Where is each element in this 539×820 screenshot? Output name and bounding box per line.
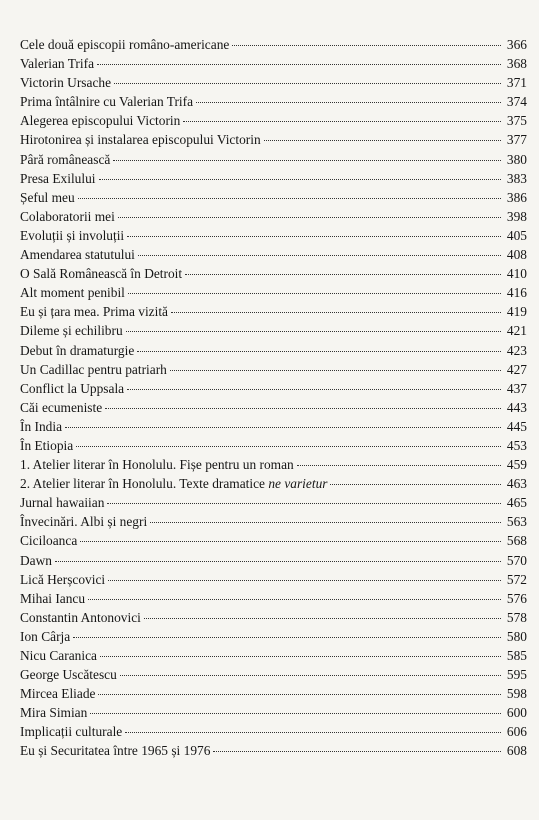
toc-entry bbox=[20, 436, 527, 455]
toc-entry-title: Mihai Iancu bbox=[20, 590, 86, 606]
toc-entry bbox=[20, 188, 527, 207]
toc-entry bbox=[20, 379, 527, 398]
toc-entry-page: 580 bbox=[506, 628, 527, 644]
table-of-contents bbox=[20, 35, 527, 761]
toc-entry-title: Hirotonirea și instalarea episcopului Victorin bbox=[20, 132, 261, 148]
toc-entry bbox=[20, 245, 527, 264]
toc-entry-title: În India bbox=[20, 418, 63, 434]
dot-leader bbox=[126, 331, 501, 332]
toc-entry-page: 568 bbox=[506, 533, 527, 549]
toc-entry bbox=[20, 512, 527, 531]
toc-entry bbox=[20, 703, 527, 722]
toc-entry-title: Amendarea statutului bbox=[20, 247, 135, 263]
toc-entry bbox=[20, 130, 527, 149]
toc-entry bbox=[20, 169, 527, 188]
toc-entry bbox=[20, 570, 527, 589]
toc-entry bbox=[20, 551, 527, 570]
dot-leader bbox=[125, 732, 501, 733]
toc-entry-title: Mira Simian bbox=[20, 705, 88, 721]
dot-leader bbox=[113, 160, 501, 161]
dot-leader bbox=[65, 427, 501, 428]
dot-leader bbox=[150, 522, 501, 523]
toc-entry-title: Șeful meu bbox=[20, 189, 75, 205]
toc-entry bbox=[20, 226, 527, 245]
toc-entry-title: Evoluții și involuții bbox=[20, 227, 125, 243]
toc-entry bbox=[20, 360, 527, 379]
toc-entry bbox=[20, 417, 527, 436]
toc-entry bbox=[20, 302, 527, 321]
dot-leader bbox=[78, 198, 501, 199]
toc-entry-page: 465 bbox=[506, 495, 527, 511]
toc-entry-title: Lică Herșcovici bbox=[20, 571, 106, 587]
toc-entry-title: Implicații culturale bbox=[20, 724, 123, 740]
dot-leader bbox=[144, 618, 501, 619]
toc-entry bbox=[20, 92, 527, 111]
dot-leader bbox=[107, 503, 501, 504]
toc-entry-title-italic: ne varietur bbox=[268, 476, 328, 492]
toc-entry-page: 366 bbox=[506, 37, 527, 52]
toc-entry-page: 374 bbox=[506, 94, 527, 110]
toc-entry-title: Victorin Ursache bbox=[20, 75, 112, 91]
toc-entry-title: Învecinări. Albi și negri bbox=[20, 514, 148, 530]
dot-leader bbox=[127, 236, 501, 237]
toc-entry bbox=[20, 722, 527, 741]
toc-entry-page: 408 bbox=[506, 247, 527, 263]
toc-entry-page: 427 bbox=[506, 361, 527, 377]
toc-entry-page: 419 bbox=[506, 304, 527, 320]
toc-entry-title: Dileme și echilibru bbox=[20, 323, 123, 339]
dot-leader bbox=[170, 370, 501, 371]
dot-leader bbox=[108, 580, 501, 581]
toc-entry-title: Alegerea episcopului Victorin bbox=[20, 113, 181, 129]
toc-entry-page: 606 bbox=[506, 724, 527, 740]
toc-entry-title: Debut în dramaturgie bbox=[20, 342, 135, 358]
dot-leader bbox=[171, 312, 501, 313]
toc-entry bbox=[20, 589, 527, 608]
toc-entry-title: Ion Cârja bbox=[20, 628, 71, 644]
toc-entry-title: Conflict la Uppsala bbox=[20, 380, 125, 396]
toc-entry-page: 443 bbox=[506, 399, 527, 415]
toc-entry-title: Jurnal hawaiian bbox=[20, 495, 105, 511]
toc-entry-page: 598 bbox=[506, 686, 527, 702]
toc-entry-title: Prima întâlnire cu Valerian Trifa bbox=[20, 94, 194, 110]
dot-leader bbox=[232, 45, 501, 46]
toc-entry bbox=[20, 341, 527, 360]
dot-leader bbox=[128, 293, 501, 294]
toc-entry-page: 608 bbox=[506, 743, 527, 759]
dot-leader bbox=[105, 408, 501, 409]
dot-leader bbox=[99, 179, 502, 180]
dot-leader bbox=[97, 64, 501, 65]
toc-entry-title: Eu și țara mea. Prima vizită bbox=[20, 304, 168, 320]
toc-entry bbox=[20, 741, 527, 760]
toc-entry-title: 1. Atelier literar în Honolulu. Fișe pentru un roman bbox=[20, 457, 294, 473]
toc-entry bbox=[20, 455, 527, 474]
toc-entry-title: Căi ecumeniste bbox=[20, 399, 103, 415]
dot-leader bbox=[127, 389, 501, 390]
dot-leader bbox=[138, 255, 501, 256]
dot-leader bbox=[137, 351, 501, 352]
toc-entry-page: 563 bbox=[506, 514, 527, 530]
toc-entry-page: 371 bbox=[506, 75, 527, 91]
toc-entry bbox=[20, 207, 527, 226]
toc-entry bbox=[20, 493, 527, 512]
toc-entry-title: Cele două episcopii româno-americane bbox=[20, 37, 230, 52]
toc-entry-title: Pâră românească bbox=[20, 151, 111, 167]
toc-entry-title: Ciciloanca bbox=[20, 533, 78, 549]
toc-entry-page: 445 bbox=[506, 418, 527, 434]
toc-entry bbox=[20, 684, 527, 703]
toc-entry bbox=[20, 73, 527, 92]
toc-entry-page: 572 bbox=[506, 571, 527, 587]
toc-entry-title: Un Cadillac pentru patriarh bbox=[20, 361, 167, 377]
toc-entry-page: 377 bbox=[506, 132, 527, 148]
toc-entry bbox=[20, 474, 527, 493]
toc-entry bbox=[20, 264, 527, 283]
toc-entry bbox=[20, 321, 527, 340]
toc-entry bbox=[20, 283, 527, 302]
toc-entry-page: 453 bbox=[506, 437, 527, 453]
toc-entry-page: 380 bbox=[506, 151, 527, 167]
toc-entry-page: 585 bbox=[506, 648, 527, 663]
toc-entry-title: În Etiopia bbox=[20, 437, 74, 453]
toc-entry-page: 578 bbox=[506, 609, 527, 625]
toc-entry-page: 383 bbox=[506, 170, 527, 186]
toc-entry-page: 459 bbox=[506, 457, 527, 473]
dot-leader bbox=[185, 274, 501, 275]
toc-entry bbox=[20, 398, 527, 417]
toc-entry-page: 463 bbox=[506, 476, 527, 492]
toc-entry-page: 386 bbox=[506, 189, 527, 205]
toc-entry-title: Eu și Securitatea între 1965 și 1976 bbox=[20, 743, 211, 759]
toc-entry-page: 368 bbox=[506, 56, 527, 72]
toc-entry-title: O Sală Românească în Detroit bbox=[20, 266, 183, 282]
toc-entry bbox=[20, 54, 527, 73]
toc-entry-title: Dawn bbox=[20, 552, 52, 568]
toc-entry-title: Mircea Eliade bbox=[20, 686, 96, 702]
toc-entry-page: 600 bbox=[506, 705, 527, 721]
toc-entry-page: 410 bbox=[506, 266, 527, 282]
dot-leader bbox=[183, 121, 501, 122]
toc-entry bbox=[20, 646, 527, 665]
toc-entry bbox=[20, 531, 527, 550]
toc-entry-page: 595 bbox=[506, 667, 527, 683]
toc-entry-title: George Uscătescu bbox=[20, 667, 117, 683]
dot-leader bbox=[73, 637, 501, 638]
toc-entry-title: Colaboratorii mei bbox=[20, 208, 115, 224]
toc-entry-title: Presa Exilului bbox=[20, 170, 96, 186]
toc-entry-page: 423 bbox=[506, 342, 527, 358]
dot-leader bbox=[98, 694, 501, 695]
toc-entry-title: 2. Atelier literar în Honolulu. Texte dramatice ne varietur bbox=[20, 476, 328, 492]
dot-leader bbox=[100, 656, 501, 657]
dot-leader bbox=[120, 675, 501, 676]
toc-entry-page: 570 bbox=[506, 552, 527, 568]
toc-entry bbox=[20, 627, 527, 646]
dot-leader bbox=[118, 217, 501, 218]
dot-leader bbox=[55, 561, 501, 562]
toc-entry-title: Alt moment penibil bbox=[20, 285, 125, 301]
dot-leader bbox=[90, 713, 501, 714]
toc-entry-title: Nicu Caranica bbox=[20, 648, 97, 663]
toc-entry bbox=[20, 35, 527, 54]
dot-leader bbox=[213, 751, 501, 752]
dot-leader bbox=[80, 541, 501, 542]
toc-entry-page: 576 bbox=[506, 590, 527, 606]
toc-entry-page: 416 bbox=[506, 285, 527, 301]
toc-entry bbox=[20, 150, 527, 169]
toc-entry-page: 405 bbox=[506, 227, 527, 243]
toc-entry-page: 421 bbox=[506, 323, 527, 339]
dot-leader bbox=[297, 465, 501, 466]
toc-entry bbox=[20, 665, 527, 684]
dot-leader bbox=[330, 484, 501, 485]
dot-leader bbox=[196, 102, 501, 103]
dot-leader bbox=[114, 83, 501, 84]
toc-entry-page: 375 bbox=[506, 113, 527, 129]
dot-leader bbox=[264, 140, 501, 141]
dot-leader bbox=[76, 446, 501, 447]
toc-entry bbox=[20, 608, 527, 627]
toc-entry-title: Constantin Antonovici bbox=[20, 609, 141, 625]
toc-entry-page: 437 bbox=[506, 380, 527, 396]
toc-entry bbox=[20, 111, 527, 130]
toc-entry-title: Valerian Trifa bbox=[20, 56, 95, 72]
dot-leader bbox=[88, 599, 501, 600]
toc-entry-page: 398 bbox=[506, 208, 527, 224]
